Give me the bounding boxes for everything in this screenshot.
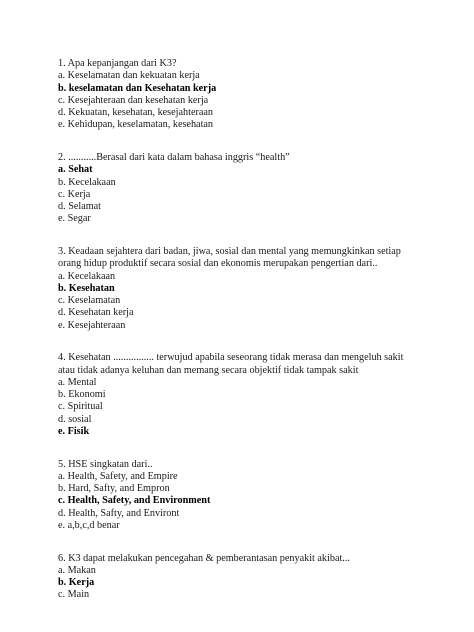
question-text: 4. Kesehatan ................ terwujud apabila seseorang tidak merasa dan mengeluh sakit atau tidak adanya keluhan dan memang secara objektif tidak tampak sakit [58, 352, 404, 376]
answer-option: e. a,b,c,d benar [58, 519, 120, 531]
answer-option: d. Health, Safty, and Environt [58, 507, 180, 519]
answer-option: a. Makan [58, 564, 96, 576]
answer-option: d. sosial [58, 413, 92, 425]
answer-option: e. Segar [58, 213, 91, 225]
answer-option-correct: a. Sehat [58, 164, 93, 176]
question-block [58, 352, 418, 438]
answer-option: a. Kecelakaan [58, 270, 116, 282]
answer-option: e. Kehidupan, keselamatan, kesehatan [58, 119, 214, 131]
question-text: 5. HSE singkatan dari.. [58, 458, 153, 470]
answer-option: a. Mental [58, 376, 97, 388]
answer-option: c. Kerja [58, 188, 91, 200]
question-block [58, 246, 418, 332]
answer-option-correct: c. Health, Safety, and Environment [58, 495, 211, 507]
question-text: 6. K3 dapat melakukan pencegahan & pemberantasan penyakit akibat... [58, 552, 350, 564]
answer-option: e. Kesejahteraan [58, 319, 126, 331]
answer-option: b. Hard, Safty, and Empron [58, 483, 170, 494]
answer-option: d. Selamat [58, 201, 102, 212]
question-text: 3. Keadaan sejahtera dari badan, jiwa, sosial dan mental yang memungkinkan setiap orang hidup produktif secara sosial dan ekonomis merupakan pengertian dari.. [58, 246, 401, 270]
answer-option-correct: b. keselamatan dan Kesehatan kerja [58, 82, 217, 94]
answer-option: c. Kesejahteraan dan kesehatan kerja [58, 94, 209, 106]
answer-option-correct: b. Kesehatan [58, 282, 115, 294]
answer-option: c. Keselamatan [58, 295, 121, 306]
answer-option: a. Health, Safety, and Empire [58, 470, 178, 482]
answer-option: d. Kesehatan kerja [58, 307, 134, 319]
question-block [58, 553, 418, 602]
answer-option: b. Kecelakaan [58, 176, 116, 188]
answer-option: b. Ekonomi [58, 389, 106, 400]
question-block [58, 459, 418, 533]
answer-option: d. Kekuatan, kesehatan, kesejahteraan [58, 107, 214, 118]
question-text: 1. Apa kepanjangan dari K3? [58, 58, 177, 69]
question-block [58, 58, 418, 132]
answer-option: a. Keselamatan dan kekuatan kerja [58, 70, 200, 82]
quiz-document [58, 58, 418, 622]
answer-option-correct: e. Fisik [58, 425, 90, 437]
answer-option: c. Main [58, 589, 90, 601]
question-text: 2. ...........Berasal dari kata dalam bahasa inggris “health” [58, 152, 290, 163]
question-block [58, 152, 418, 226]
answer-option-correct: b. Kerja [58, 577, 95, 588]
answer-option: c. Spiritual [58, 401, 103, 413]
